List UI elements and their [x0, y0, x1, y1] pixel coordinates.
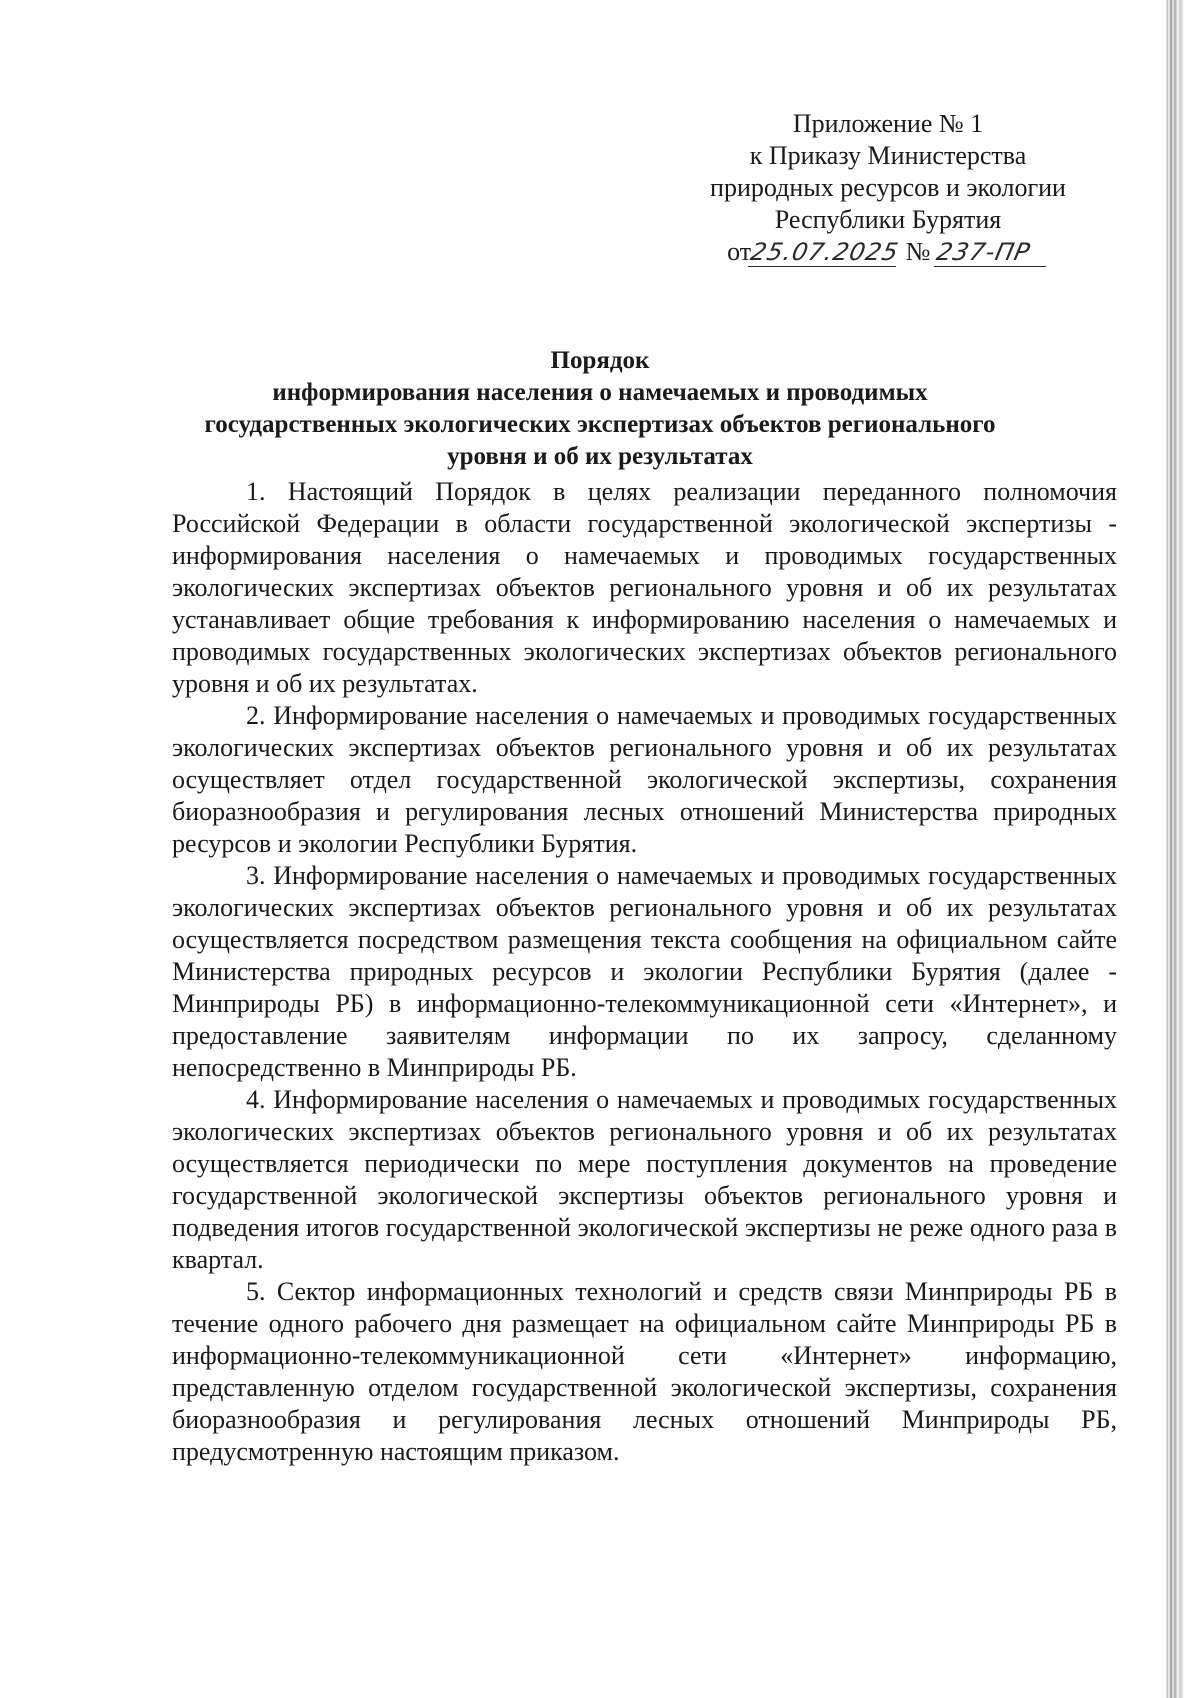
appendix-republic: Республики Бурятия [774, 205, 1002, 234]
document-body [172, 476, 1117, 1468]
date-prefix: от [727, 237, 752, 266]
scan-edge-artifact [1158, 0, 1200, 1698]
paragraph-1: 1. Настоящий Порядок в целях реализации переданного полномочия Российской Федерации в области государственной экологической экспертизы - информирования населения о намечаемых и проводимых государственных экологических экспертизах объектов регионального уровня и об их результатах устанавливает общие требования к информированию населения о намечаемых и проводимых государственных экологических экспертизах объектов регионального уровня и об их результатах. [172, 477, 1117, 698]
handwritten-date: 25.07.2025 [748, 238, 902, 266]
appendix-number: Приложение № 1 [792, 109, 984, 138]
title-line-1: Порядок [550, 347, 650, 374]
appendix-order-ref: к Приказу Министерства [749, 141, 1027, 170]
title-line-3: государственных экологических экспертизах объектов регионального [204, 411, 996, 438]
title-line-4: уровня и об их результатах [447, 443, 753, 470]
appendix-ministry: природных ресурсов и экологии [710, 173, 1066, 202]
title-line-2: информирования населения о намечаемых и проводимых [272, 379, 928, 406]
number-prefix: № [905, 237, 931, 266]
paragraph-4: 4. Информирование населения о намечаемых и проводимых государственных экологических экспертизах объектов регионального уровня и об их результатах осуществляется периодически по мере поступления документов на проведение государственной экологической экспертизы объектов регионального уровня и подведения итогов государственной экологической экспертизы не реже одного раза в квартал. [172, 1085, 1117, 1274]
paragraph-2: 2. Информирование населения о намечаемых и проводимых государственных экологических экспертизах объектов регионального уровня и об их результатах осуществляет отдел государственной экологической экспертизы, сохранения биоразнообразия и регулирования лесных отношений Министерства природных ресурсов и экологии Республики Бурятия. [172, 701, 1117, 858]
handwritten-number: 237-ПР [934, 238, 1052, 267]
document-title [160, 345, 1040, 473]
paragraph-3: 3. Информирование населения о намечаемых и проводимых государственных экологических экспертизах объектов регионального уровня и об их результатах осуществляется посредством размещения текста сообщения на официальном сайте Министерства природных ресурсов и экологии Республики Бурятия (далее - Минприроды РБ) в информационно-телекоммуникационной сети «Интернет», и предоставление заявителям информации по их запросу, сделанному непосредственно в Минприроды РБ. [172, 861, 1117, 1082]
order-date-number [668, 236, 1108, 268]
paragraph-5: 5. Сектор информационных технологий и средств связи Минприроды РБ в течение одного рабочего дня размещает на официальном сайте Минприроды РБ в информационно-телекоммуникационной сети «Интернет» информацию, представленную отделом государственной экологической экспертизы, сохранения биоразнообразия и регулирования лесных отношений Минприроды РБ, предусмотренную настоящим приказом. [172, 1277, 1117, 1466]
appendix-header [668, 108, 1108, 268]
